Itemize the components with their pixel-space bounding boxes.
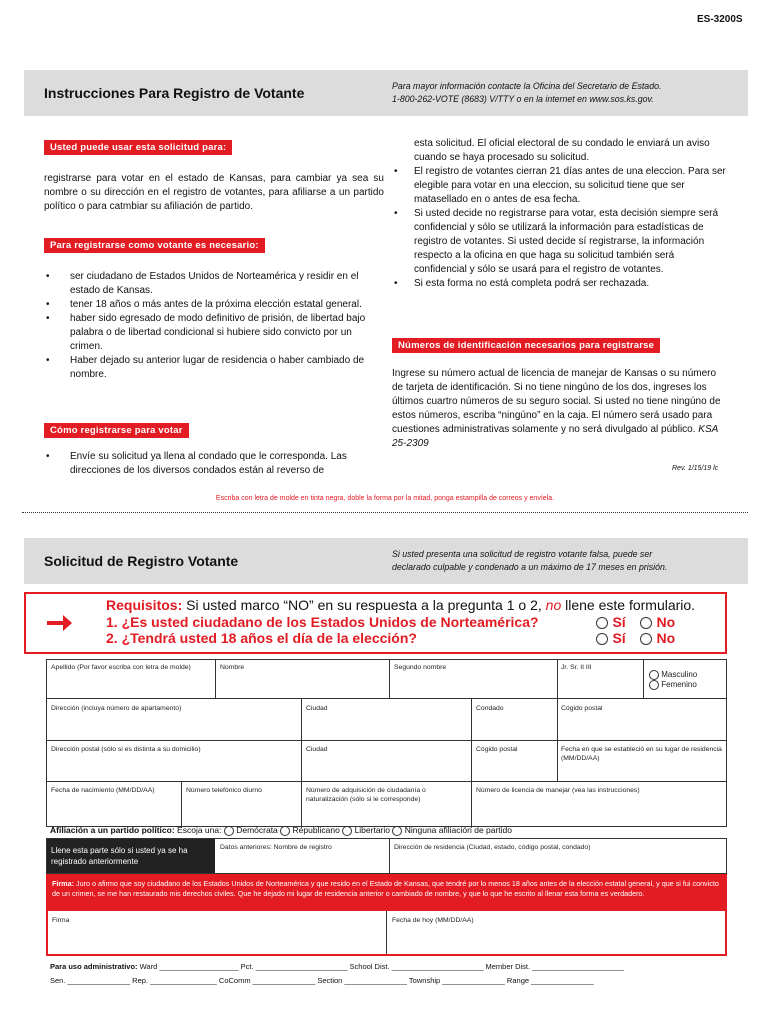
gender-options xyxy=(649,670,697,690)
application-title: Solicitud de Registro Votante xyxy=(44,553,239,569)
fold-line xyxy=(22,512,748,513)
how-list xyxy=(44,450,384,478)
requirements-list xyxy=(44,270,384,382)
radio-icon xyxy=(280,826,290,836)
party-option-democrat[interactable]: Demócrata xyxy=(224,825,278,835)
fold-instructions: Escriba con letra de molde en tinta negra, doble la forma por la mitad, ponga estampilla de correos y envíela. xyxy=(215,495,555,502)
list-item: • Haber dejado su anterior lugar de residencia o haber cambiado de nombre. xyxy=(44,354,384,382)
contact-note: Para mayor información contacte la Oficina del Secretario de Estado. 1-800-262-VOTE (8683) V/TTY o en la internet en www.sos.ks.gov. xyxy=(392,81,662,104)
list-item: • haber sido egresado de modo definitivo de prisión, de libertad bajo palabra o de libertad condicional si hubiere sido convicto por un crimen. xyxy=(44,312,384,354)
ksa-citation: KSA 25-2309 xyxy=(392,424,718,449)
admin-line-1: Para uso administrativo: Ward ___________________ Pct. ______________________ School Dist. ______________________ Member Dist. ______________________ xyxy=(50,962,624,971)
citizen-no-option[interactable]: No xyxy=(640,614,675,632)
zip-field[interactable]: Cógido postal xyxy=(561,705,603,712)
question-age: 2. ¿Tendrá usted 18 años el día de la elección? xyxy=(106,630,417,646)
continued-text: esta solicitud. El oficial electoral de su condado le enviará un aviso cuando se haya procesado su solicitud. xyxy=(414,138,710,163)
male-option[interactable]: Masculino xyxy=(649,670,697,680)
question-citizen: 1. ¿Es usted ciudadano de los Estados Unidos de Norteamérica? xyxy=(106,614,539,630)
party-option-libertarian[interactable]: Libertario xyxy=(342,825,390,835)
party-option-none[interactable]: Ninguna afiliación de partido xyxy=(392,825,512,835)
middle-name-field[interactable]: Segundo nombre xyxy=(394,664,447,671)
list-item: • Envíe su solicitud ya llena al condado que le corresponda. Las direcciones de los diversos condados están al reverso de xyxy=(44,450,384,478)
oath-statement: Firma: Juro o afirmo que soy ciudadano de los Estados Unidos de Norteamérica y que resido en el Estado de Kansas, que tendré por lo menos 18 años antes de la elección estatal general, y que si fui convicto de un crimen, se me han restaurado mis derechos civiles. Que he dejado mi lugar de residencia anterior o cambiado de nombre, y que lo que he escrito al llenar esta forma es verdadero. xyxy=(48,876,725,911)
residence-date-field[interactable]: Fecha en que se estableció en su lugar de residencia (MM/DD/AA) xyxy=(561,746,722,762)
requisites-line: Requisitos: Si usted marco “NO” en su respuesta a la pregunta 1 o 2, no llene este formulario. xyxy=(106,597,696,613)
section-header-requirements: Para registrarse como votante es necesario: xyxy=(44,238,265,253)
county-field[interactable]: Condado xyxy=(476,705,504,712)
naturalization-field[interactable]: Número de adquisición de ciudadanía o naturalización (sólo si le corresponde) xyxy=(306,787,426,803)
arrow-icon xyxy=(24,592,94,654)
radio-icon xyxy=(224,826,234,836)
list-item: • Si esta forma no está completa podrá ser rechazada. xyxy=(392,277,728,291)
instructions-header xyxy=(24,70,748,116)
previous-address-field[interactable]: Dirección de residencia (Ciudad, estado, código postal, condado) xyxy=(394,844,591,851)
female-option[interactable]: Femenino xyxy=(649,680,697,690)
age-no-option[interactable]: No xyxy=(640,630,675,648)
radio-icon xyxy=(596,617,608,629)
list-item: • tener 18 años o más antes de la próxima elección estatal general. xyxy=(44,298,384,312)
section-header-uses: Usted puede usar esta solicitud para: xyxy=(44,140,232,155)
radio-icon xyxy=(649,670,659,680)
previous-registration xyxy=(46,838,727,874)
radio-icon xyxy=(596,633,608,645)
party-option-republican[interactable]: Republicano xyxy=(280,825,340,835)
list-item: • El registro de votantes cierran 21 días antes de una eleccion. Para ser elegible para votar en una eleccion, su solicitud tiene que ser matasellado en o antes de esa fecha. xyxy=(392,165,728,207)
suffix-field[interactable]: Jr. Sr. II III xyxy=(561,664,592,671)
instructions-title: Instrucciones Para Registro de Votante xyxy=(44,85,305,101)
mailing-address-field[interactable]: Dirección postal (sólo si es distinta a su domicilio) xyxy=(51,746,201,753)
info-list xyxy=(392,165,728,291)
revision-note: Rev. 1/15/19 lc xyxy=(672,465,719,472)
oath-box xyxy=(46,874,727,956)
birth-date-field[interactable]: Fecha de nacimiento (MM/DD/AA) xyxy=(51,787,155,794)
list-item: • Si usted decide no registrarse para votar, esta decisión siempre será confidencial y sólo se utilizará la información para estadísticas de registro de votantes. Si usted decide sí registrarse, la información respecto a la oficina en que haga su solicitud también será confidencial y sólo se usará para el registro de votantes. xyxy=(392,207,728,277)
section-header-how: Cómo registrarse para votar xyxy=(44,423,189,438)
previous-name-field[interactable]: Datos anteriores: Nombre de registro xyxy=(220,844,332,851)
radio-icon xyxy=(649,680,659,690)
radio-icon xyxy=(342,826,352,836)
id-paragraph: Ingrese su número actual de licencia de manejar de Kansas o su número de tarjeta de identificación. Si no tiene ningúno de los dos, ingreses los últimos cuartro números de su seguro social. Si usted no tiene ningúno de estos números, escriba “ningúno” en la caja. El número será usado para cuestiones administrativas solamente y no será divulgado al público. KSA 25-2309 xyxy=(392,368,721,449)
today-date-field[interactable]: Fecha de hoy (MM/DD/AA) xyxy=(392,917,474,924)
application-grid xyxy=(46,659,727,827)
citizen-yes-option[interactable]: Sí xyxy=(596,614,626,632)
phone-field[interactable]: Número telefónico diurno xyxy=(186,787,262,794)
mailing-city-field[interactable]: Ciudad xyxy=(306,746,328,753)
radio-icon xyxy=(392,826,402,836)
address-field[interactable]: Dirección (incluya número de apartamento) xyxy=(51,705,182,712)
admin-line-2: Sen. _______________ Rep. ________________ CoComm _______________ Section _______________ Township _______________ Range _______________ xyxy=(50,976,594,985)
signature-field[interactable]: Firma xyxy=(52,917,70,924)
age-yes-option[interactable]: Sí xyxy=(596,630,626,648)
first-name-field[interactable]: Nombre xyxy=(220,664,245,671)
radio-icon xyxy=(640,617,652,629)
mailing-zip-field[interactable]: Cógido postal xyxy=(476,746,518,753)
section-header-id-numbers: Números de identificación necesarios para registrarse xyxy=(392,338,660,353)
city-field[interactable]: Ciudad xyxy=(306,705,328,712)
list-item: • ser ciudadano de Estados Unidos de Norteamérica y residir en el estado de Kansas. xyxy=(44,270,384,298)
radio-icon xyxy=(640,633,652,645)
uses-paragraph: registrarse para votar en el estado de Kansas, para cambiar ya sea su nombre o su dirección en el registro de votantes, para afiliarse a un partido político o para catmbiar su afiliación de partido. xyxy=(44,173,384,212)
form-code: ES-3200S xyxy=(697,14,743,25)
penalty-note: Si usted presenta una solicitud de registro votante falsa, puede ser declarado culpable y condenado a un máximo de 17 meses en prisión. xyxy=(392,549,668,572)
license-field[interactable]: Número de licencia de manejar (vea las instrucciones) xyxy=(476,787,640,794)
previous-note: Llene esta parte sólo si usted ya se ha registrado anteriormente xyxy=(47,839,215,873)
last-name-field[interactable]: Apellido (Por favor escriba con letra de molde) xyxy=(51,664,191,671)
application-header xyxy=(24,538,748,584)
party-affiliation: Afiliación a un partido político: Escoja una: Demócrata Republicano Libertario Ninguna afiliación de partido xyxy=(50,825,513,835)
